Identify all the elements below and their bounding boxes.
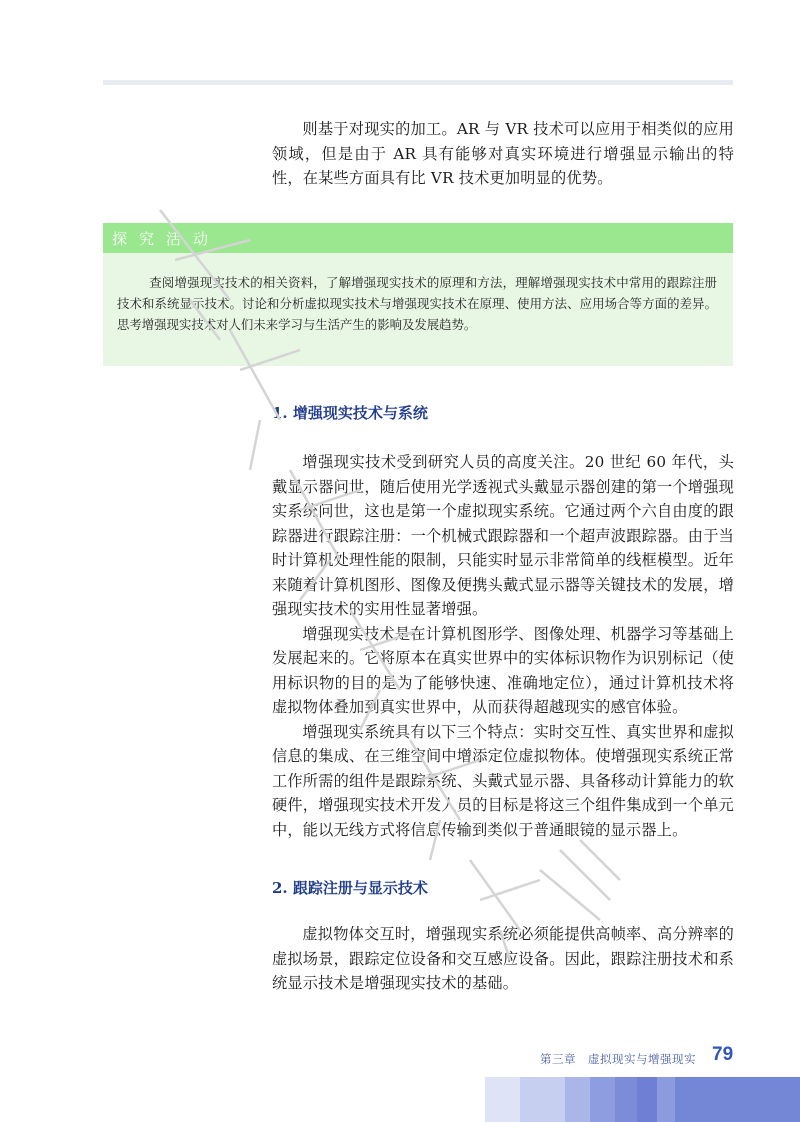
intro-paragraph: 则基于对现实的加工。AR 与 VR 技术可以应用于相类似的应用领域，但是由于 AR 具有能够对真实环境进行增强显示输出的特性，在某些方面具有比 VR 技术更加明显的优势。: [272, 120, 734, 187]
section-1-heading: 1. 增强现实技术与系统: [272, 404, 428, 422]
section-1-paragraph-3: 增强现实系统具有以下三个特点：实时交互性、真实世界和虚拟信息的集成、在三维空间中增添定位虚拟物体。使增强现实系统正常工作所需的组件是跟踪系统、头戴式显示器、具备移动计算能力的软硬件，增强现实技术开发人员的目标是将这三个组件集成到一个单元中，能以无线方式将信息传输到类似于普通眼镜的显示器上。: [272, 722, 734, 839]
section-2-heading: 2. 跟踪注册与显示技术: [272, 879, 428, 897]
footer-bar-2: [520, 1077, 565, 1122]
section-1-paragraph-2: 增强现实技术是在计算机图形学、图像处理、机器学习等基础上发展起来的。它将原本在真实世界中的实体标识物作为识别标记（使用标识物的目的是为了能够快速、准确地定位），通过计算机技术将虚拟物体叠加到真实世界中，从而获得超越现实的感官体验。: [272, 624, 734, 716]
footer-bar-8: [675, 1077, 800, 1122]
section-2-body: [272, 922, 734, 996]
footer-bar-1: [485, 1077, 520, 1122]
footer-chapter: 第三章: [540, 1052, 576, 1066]
section-2-paragraph-1: 虚拟物体交互时，增强现实系统必须能提供高帧率、高分辨率的虚拟场景，跟踪定位设备和交互感应设备。因此，跟踪注册技术和系统显示技术是增强现实技术的基础。: [272, 925, 734, 992]
top-rule: [103, 80, 733, 85]
footer-bar-7: [657, 1077, 675, 1122]
footer-chapter-title: [540, 1051, 696, 1067]
footer-title: 虚拟现实与增强现实: [588, 1052, 696, 1066]
section-1-body: [272, 450, 734, 842]
page-number: 79: [712, 1044, 734, 1065]
section-1-paragraph-1: 增强现实技术受到研究人员的高度关注。20 世纪 60 年代，头戴显示器问世，随后使用光学透视式头戴显示器创建的第一个增强现实系统问世，这也是第一个虚拟现实系统。它通过两个六自由度的跟踪器进行跟踪注册：一个机械式跟踪器和一个超声波跟踪器。由于当时计算机处理性能的限制，只能实时显示非常简单的线框模型。近年来随着计算机图形、图像及便携头戴式显示器等关键技术的发展，增强现实技术的实用性显著增强。: [272, 453, 734, 618]
footer-bar-4: [590, 1077, 615, 1122]
explore-activity-label: 探究活动: [112, 230, 221, 248]
explore-activity-text: 查阅增强现实技术的相关资料，了解增强现实技术的原理和方法，理解增强现实技术中常用的跟踪注册技术和系统显示技术。讨论和分析虚拟现实技术与增强现实技术在原理、使用方法、应用场合等方面的差异。思考增强现实技术对人们未来学习与生活产生的影响及发展趋势。: [117, 275, 717, 332]
footer-bar-6: [637, 1077, 657, 1122]
footer-bar-5: [615, 1077, 637, 1122]
footer-bar-3: [565, 1077, 590, 1122]
